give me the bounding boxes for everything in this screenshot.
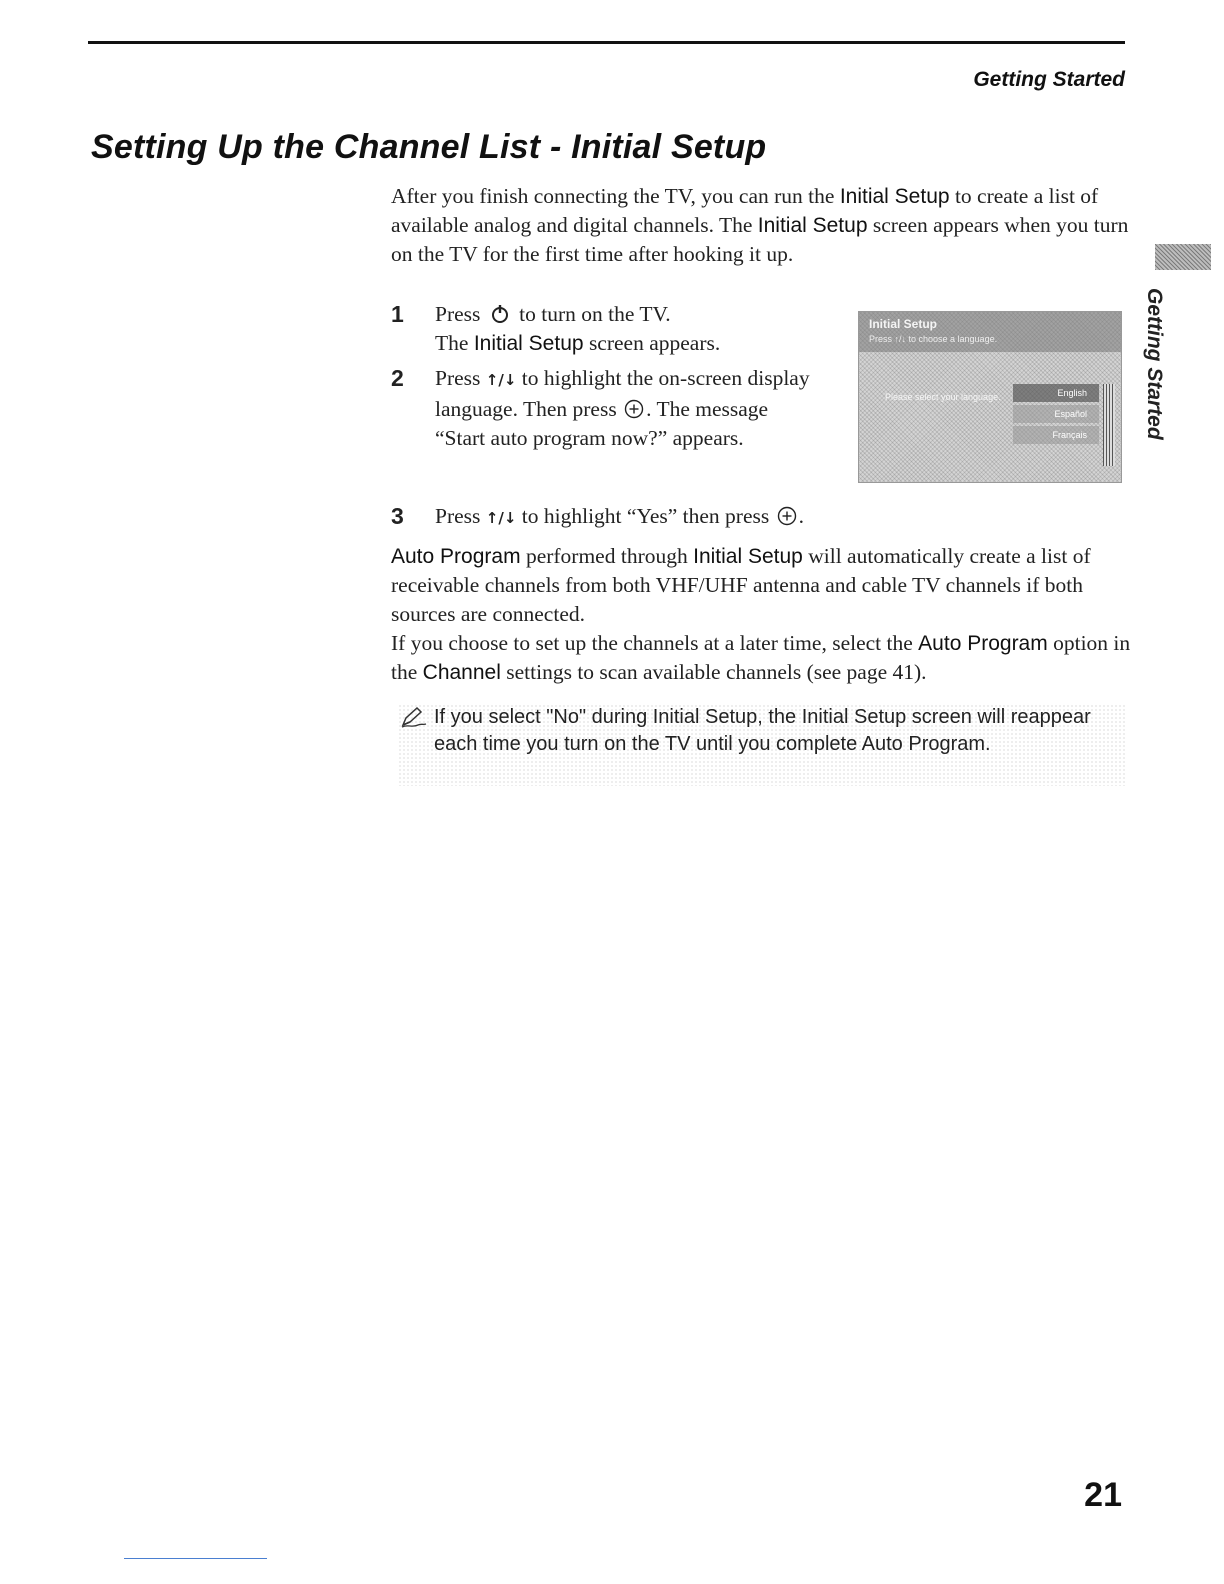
- footer-rule: [124, 1558, 267, 1559]
- step-1: [391, 300, 821, 358]
- screen-title: Initial Setup: [869, 317, 938, 331]
- enter-button-icon: [777, 505, 797, 525]
- page-title: Setting Up the Channel List - Initial Setup: [91, 128, 767, 166]
- section-header: Getting Started: [973, 68, 1125, 91]
- side-tab-marker: [1155, 244, 1211, 270]
- step-text: .: [798, 504, 804, 528]
- language-list: [1013, 384, 1099, 447]
- step-text: The: [435, 331, 474, 355]
- step-text: Press: [435, 504, 486, 528]
- ui-term-initial-setup: Initial Setup: [473, 332, 584, 355]
- step-text: to turn on the TV.: [513, 302, 671, 326]
- screen-title-bar: [859, 312, 1121, 352]
- note-box: [398, 704, 1126, 786]
- ui-term-auto-program: Auto Program: [918, 632, 1048, 655]
- enter-button-icon: [624, 398, 644, 418]
- para-text: performed through: [520, 544, 694, 568]
- intro-paragraph: [391, 182, 1131, 269]
- para-text: settings to scan available channels (see page 41).: [500, 660, 927, 684]
- initial-setup-screen-image: [858, 311, 1122, 483]
- ui-term-channel: Channel: [422, 661, 501, 684]
- screen-prompt: Please select your language.: [885, 392, 1001, 402]
- language-option-english: English: [1013, 384, 1099, 402]
- up-down-arrows-icon: ↑/↓: [485, 509, 517, 527]
- step-text: to highlight “Yes” then press: [516, 504, 775, 528]
- step-text: Press: [435, 366, 486, 390]
- power-button-icon: [490, 304, 510, 324]
- ui-term-initial-setup: Initial Setup: [693, 545, 803, 568]
- up-down-arrows-icon: ↑/↓: [485, 371, 517, 389]
- steps-list: [391, 300, 821, 459]
- ui-term-initial-setup: Initial Setup: [839, 185, 950, 208]
- note-pencil-icon: [400, 706, 428, 728]
- step-text: to highlight the on-screen display language. Then press: [435, 366, 810, 421]
- para-text: If you choose to set up the channels at a later time, select the: [391, 631, 919, 655]
- ui-term-initial-setup: Initial Setup: [757, 214, 868, 237]
- step-number: 3: [391, 503, 404, 529]
- step-3: [391, 502, 1131, 533]
- screen-subtitle: Press ↑/↓ to choose a language.: [869, 334, 998, 344]
- step-2: [391, 364, 821, 453]
- later-setup-paragraph: [391, 629, 1131, 687]
- note-text: If you select "No" during Initial Setup, the Initial Setup screen will reappear each time you turn on the TV until you complete Auto Program.: [434, 706, 1091, 755]
- step-text: screen appears.: [583, 331, 721, 355]
- auto-program-paragraph: [391, 542, 1131, 629]
- ui-term-auto-program: Auto Program: [391, 545, 521, 568]
- step-text: Press: [435, 302, 486, 326]
- intro-text-1: After you finish connecting the TV, you can run the: [391, 184, 840, 208]
- para-text: option in the: [391, 631, 1131, 684]
- screen-scrollbar: [1103, 384, 1115, 466]
- top-rule: [88, 41, 1125, 44]
- step-number: 2: [391, 365, 404, 391]
- step-text: . The message “Start auto program now?” appears.: [435, 397, 769, 450]
- language-option-espanol: Español: [1013, 405, 1099, 423]
- intro-text-3: screen appears when you turn on the TV for the first time after hooking it up.: [391, 213, 1129, 266]
- language-option-francais: Français: [1013, 426, 1099, 444]
- para-text: will automatically create a list of receivable channels from both VHF/UHF antenna and cable TV channels if both sources are connected.: [391, 544, 1091, 626]
- step-number: 1: [391, 301, 404, 327]
- intro-text-2: to create a list of available analog and digital channels. The: [391, 184, 1099, 237]
- side-tab-label: Getting Started: [1143, 288, 1166, 440]
- page-number: 21: [1084, 1476, 1122, 1514]
